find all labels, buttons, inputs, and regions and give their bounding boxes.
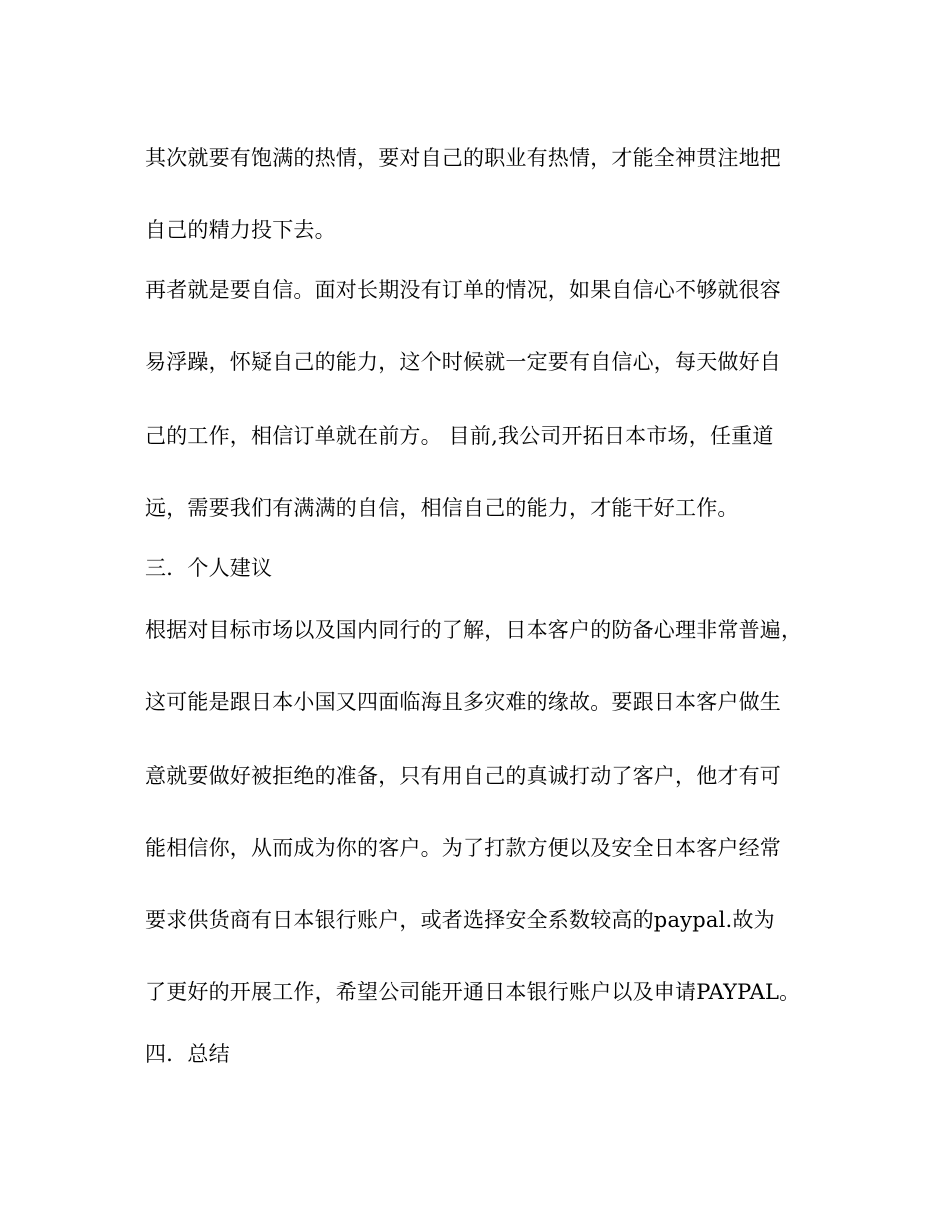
paragraph-line: 远，需要我们有满满的自信，相信自己的能力，才能干好工作。 xyxy=(145,496,739,520)
paragraph-line: 这可能是跟日本小国又四面临海且多灾难的缘故。要跟日本客户做生 xyxy=(145,690,781,714)
paragraph-line: 易浮躁，怀疑自己的能力，这个时候就一定要有自信心，每天做好自 xyxy=(145,350,781,374)
paragraph-line: 了更好的开展工作，希望公司能开通日本银行账户以及申请PAYPAL。 xyxy=(145,980,801,1004)
paragraph-line: 意就要做好被拒绝的准备，只有用自己的真诚打动了客户，他才有可 xyxy=(145,764,781,788)
section-heading-personal-suggestions: 三．个人建议 xyxy=(145,556,273,580)
paragraph-line: 根据对目标市场以及国内同行的了解，日本客户的防备心理非常普遍， xyxy=(145,618,803,642)
paragraph-line: 要求供货商有日本银行账户，或者选择安全系数较高的paypal.故为 xyxy=(145,908,775,932)
section-heading-summary: 四．总结 xyxy=(145,1042,230,1066)
paragraph-line: 其次就要有饱满的热情，要对自己的职业有热情，才能全神贯注地把 xyxy=(145,146,781,170)
paragraph-line: 能相信你，从而成为你的客户。为了打款方便以及安全日本客户经常 xyxy=(145,836,781,860)
paragraph-line: 己的工作，相信订单就在前方。 目前,我公司开拓日本市场，任重道 xyxy=(145,424,774,448)
paragraph-line: 再者就是要自信。面对长期没有订单的情况，如果自信心不够就很容 xyxy=(145,278,781,302)
paragraph-line: 自己的精力投下去。 xyxy=(145,218,336,242)
